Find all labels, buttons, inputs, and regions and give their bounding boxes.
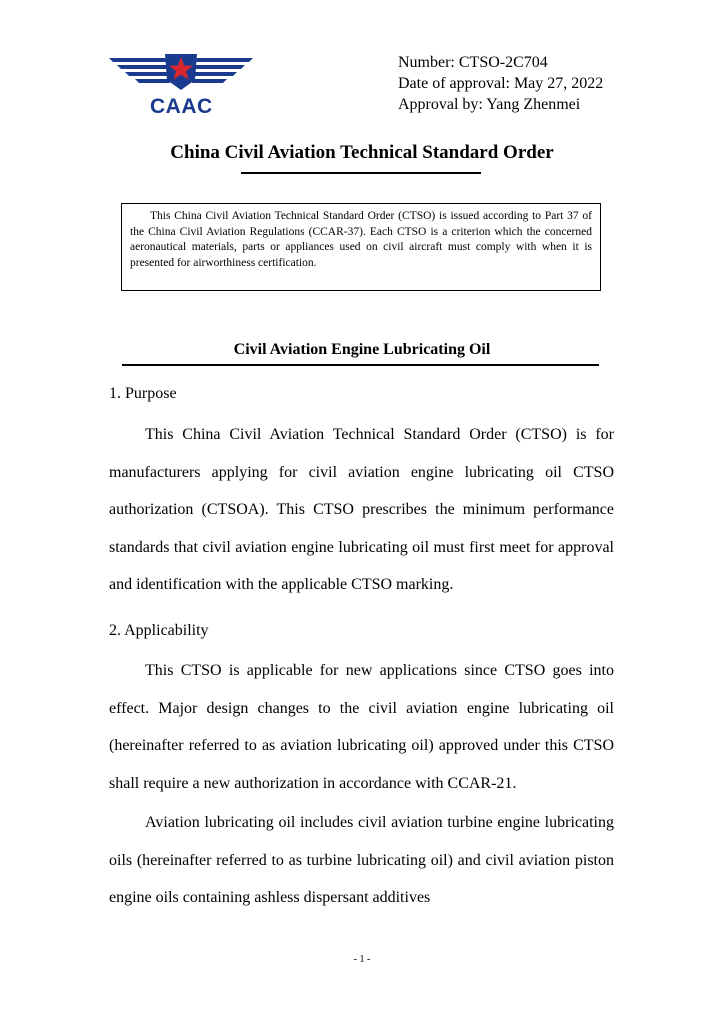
document-metadata [398,52,603,115]
subject-underline [122,364,599,366]
notice-box: This China Civil Aviation Technical Standard Order (CTSO) is issued according to Part 37 of the China Civil Aviation Regulations (CCAR-37). Each CTSO is a criterion which the concerned aeronautical materials, parts or appliances used on civil aircraft must comply with when it is presented for airworthiness certification. [121,203,601,291]
applicability-paragraph-1: This CTSO is applicable for new applications since CTSO goes into effect. Major design changes to the civil aviation engine lubricating oil (hereinafter referred to as aviation lubricating oil) approved under this CTSO shall require a new authorization in accordance with CCAR-21. [109,662,614,792]
subject-title: Civil Aviation Engine Lubricating Oil [233,341,491,358]
applicability-paragraph-2: Aviation lubricating oil includes civil aviation turbine engine lubricating oils (hereinafter referred to as turbine lubricating oil) and civil aviation piston engine oils containing ashless dispersant additives [109,814,614,906]
title-underline [241,172,481,174]
logo-text: CAAC [150,95,213,118]
purpose-paragraph: This China Civil Aviation Technical Standard Order (CTSO) is for manufacturers applying for civil aviation engine lubricating oil CTSO authorization (CTSOA). This CTSO prescribes the minimum performance standards that civil aviation engine lubricating oil must first meet for approval and identification with the applicable CTSO marking. [109,426,614,593]
document-number: Number: CTSO-2C704 [398,54,548,71]
right-wing-icon [192,58,253,83]
left-wing-icon [109,58,170,83]
document-title: China Civil Aviation Technical Standard Order [170,142,554,163]
section-heading-purpose: 1. Purpose [109,385,177,402]
section-heading-applicability: 2. Applicability [109,622,209,639]
approved-by: Approval by: Yang Zhenmei [398,96,581,113]
approval-date: Date of approval: May 27, 2022 [398,75,604,92]
page-number: - 1 - [353,954,371,965]
